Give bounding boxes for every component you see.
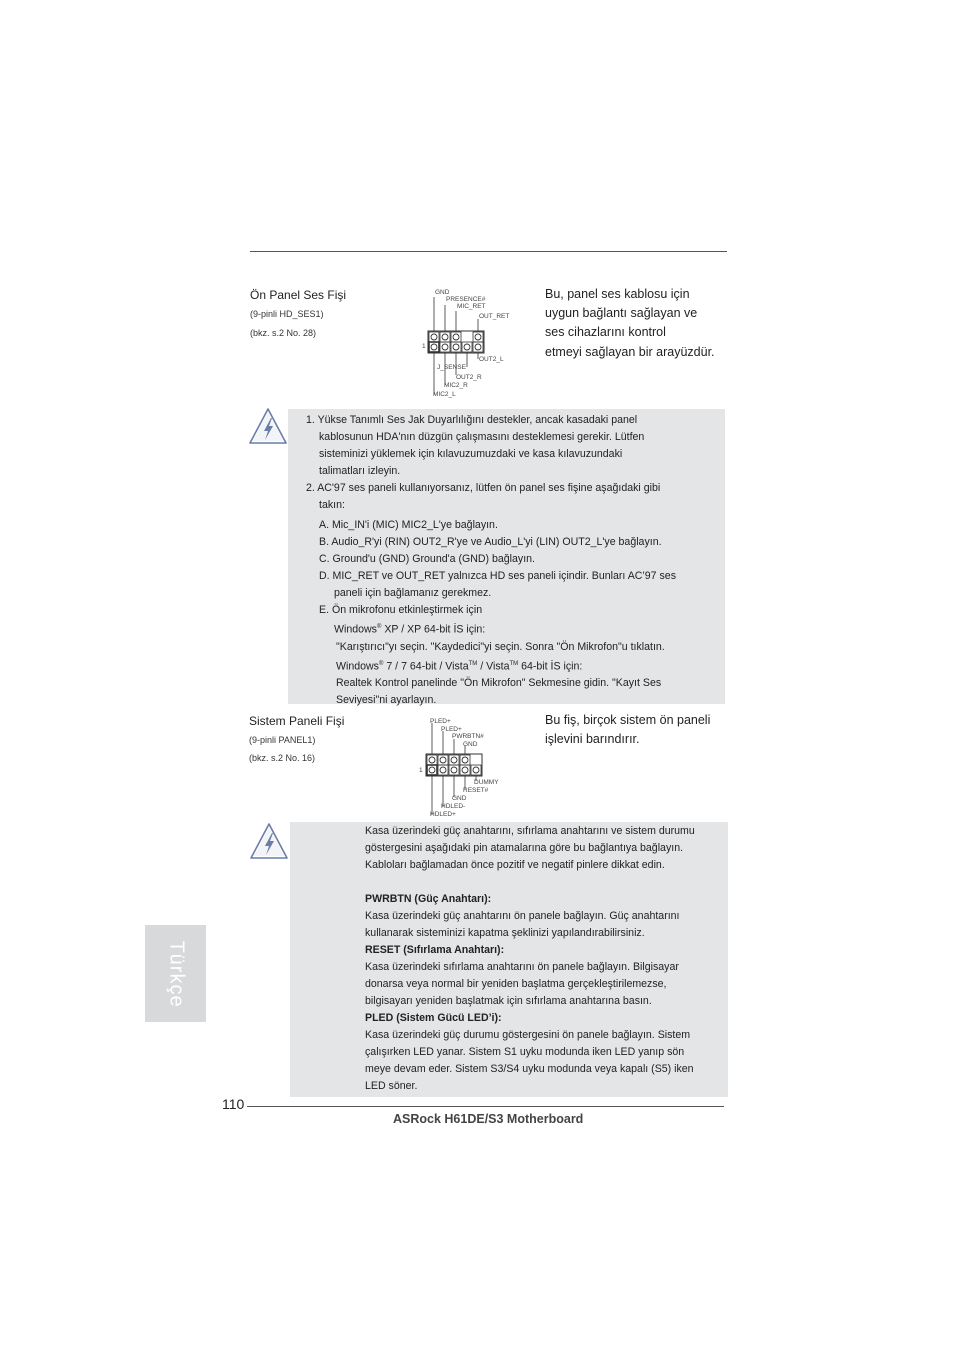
pin-label-hdled-minus: HDLED- [441, 803, 466, 810]
panel-header-ref: (bkz. s.2 No. 16) [249, 753, 316, 763]
note-line: B. Audio_R'yi (RIN) OUT2_R'ye ve Audio_L'yi (LIN) OUT2_L'ye bağlayın. [319, 536, 662, 548]
note-line: Kabloları bağlamadan önce pozitif ve negatif pinlere dikkat edin. [365, 859, 665, 871]
language-side-tab-label: Türkçe [165, 939, 187, 1008]
language-side-tab [145, 925, 206, 1022]
note-heading: RESET (Sıfırlama Anahtarı): [365, 944, 505, 956]
pin-label-one: 1 [422, 343, 426, 350]
note-line: donarsa veya normal bir yeniden başlatma gerçekleştirilemezse, [365, 978, 667, 990]
audio-header-title: Ön Panel Ses Fişi [250, 288, 347, 302]
audio-desc-line: uygun bağlantı sağlayan ve [545, 306, 698, 321]
note-line: E. Ön mikrofonu etkinleştirmek için [319, 604, 483, 616]
note-line: meye devam eder. Sistem S3/S4 uyku modunda veya kapalı (S5) iken [365, 1063, 694, 1075]
audio-desc-line: etmeyi sağlayan bir arayüzdür. [545, 344, 715, 359]
note-line: Kasa üzerindeki güç durumu göstergesini ön panele bağlayın. Sistem [365, 1029, 691, 1041]
pin-label-pled-plus-2: PLED+ [441, 726, 462, 733]
note-line: 2. AC'97 ses paneli kullanıyorsanız, lütfen ön panel ses fişine aşağıdaki gibi [306, 482, 661, 494]
audio-note-text [306, 412, 721, 709]
note-line: Realtek Kontrol panelinde "Ön Mikrofon" Sekmesine gidin. "Kayıt Ses [336, 677, 662, 690]
panel-header-title: Sistem Paneli Fişi [249, 714, 345, 728]
note-heading: PWRBTN (Güç Anahtarı): [365, 893, 492, 905]
top-divider [250, 251, 727, 252]
pin-label-reset: RESET# [463, 787, 489, 794]
caution-icon [249, 821, 289, 861]
note-line: Kasa üzerindeki güç anahtarını, sıfırlama anahtarını ve sistem durumu [365, 825, 695, 837]
panel-note-text [365, 823, 725, 1095]
note-line: "Karıştırıcı"yı seçin. "Kaydedici"yi seçin. Sonra "Ön Mikrofon"u tıklatın. [336, 640, 665, 653]
note-line: göstergesini aşağıdaki pin atamalarına göre bu bağlantıya bağlayın. [365, 842, 684, 854]
note-line: bilgisayarı yeniden başlatmak için sıfırlama anahtarına basın. [365, 995, 652, 1007]
caution-icon [248, 406, 288, 446]
pin-label-dummy: DUMMY [474, 779, 499, 786]
note-line: Seviyesi"ni ayarlayın. [336, 694, 437, 707]
note-line: Windows® 7 / 7 64-bit / Vista™ / Vista™ 64-bit İS için: [336, 660, 583, 673]
pin-label-pled-plus: PLED+ [430, 718, 451, 725]
pin-label-pwrbtn: PWRBTN# [452, 733, 484, 740]
note-line: kullanarak sisteminizi kapatma şeklinizi yapılandırabilirsiniz. [365, 927, 645, 939]
note-line: sisteminizi yüklemek için kılavuzumuzdaki ve kasa kılavuzundaki [319, 448, 623, 460]
note-line: Kasa üzerindeki güç anahtarını ön panele bağlayın. Güç anahtarını [365, 910, 680, 922]
note-line: talimatları izleyin. [319, 465, 401, 477]
pin-label-mic-ret: MIC_RET [457, 303, 486, 310]
note-line: kablosunun HDA'nın düzgün çalışmasını desteklemesi gerekir. Lütfen [319, 431, 645, 443]
pin-label-gnd-top: GND [463, 741, 478, 748]
note-line: paneli için bağlamanız gerekmez. [334, 587, 492, 599]
audio-desc-line: ses cihazlarını kontrol [545, 325, 666, 340]
bottom-divider [247, 1106, 724, 1107]
pin-label-out2-r: OUT2_R [456, 374, 482, 381]
panel-pin-diagram [418, 715, 508, 821]
footer-product-name: ASRock H61DE/S3 Motherboard [393, 1112, 584, 1126]
note-line: Windows® XP / XP 64-bit İS için: [334, 623, 486, 636]
audio-header-ref: (bkz. s.2 No. 28) [250, 328, 317, 338]
audio-desc-line: Bu, panel ses kablosu için [545, 287, 690, 301]
note-heading: PLED (Sistem Gücü LED’i): [365, 1012, 502, 1024]
panel-header-description [545, 711, 730, 749]
pin-label-hdled-plus: HDLED+ [430, 811, 456, 818]
note-line: çalışırken LED yanar. Sistem S1 uyku modunda iken LED yanıp sön [365, 1046, 685, 1058]
note-line: takın: [319, 499, 345, 511]
pin-label-mic2-l: MIC2_L [433, 391, 456, 398]
pin-label-gnd: GND [435, 289, 450, 296]
audio-pin-diagram [420, 287, 540, 402]
audio-header-subtitle: (9-pinli HD_SES1) [250, 309, 324, 319]
pin-label-out2-l: OUT2_L [479, 356, 504, 363]
page-number: 110 [222, 1096, 245, 1112]
pin-label-presence: PRESENCE# [446, 296, 486, 303]
pin-label-mic2-r: MIC2_R [444, 382, 468, 389]
panel-desc-line: Bu fiş, birçok sistem ön paneli [545, 713, 711, 727]
note-line: D. MIC_RET ve OUT_RET yalnızca HD ses paneli içindir. Bunları AC’97 ses [319, 570, 676, 582]
audio-header-description [545, 285, 735, 362]
note-line: C. Ground'u (GND) Ground'a (GND) bağlayın. [319, 553, 535, 565]
panel-desc-line: işlevini barındırır. [545, 732, 640, 747]
panel-header-subtitle: (9-pinli PANEL1) [249, 735, 316, 745]
note-line: Kasa üzerindeki sıfırlama anahtarını ön panele bağlayın. Bilgisayar [365, 961, 679, 973]
pin-label-out-ret: OUT_RET [479, 313, 510, 320]
pin-label-one: 1 [419, 767, 423, 774]
pin-label-j-sense: J_SENSE [437, 364, 466, 371]
note-line: 1. Yükse Tanımlı Ses Jak Duyarlılığını destekler, ancak kasadaki panel [306, 414, 638, 426]
pin-label-gnd-bottom: GND [452, 795, 467, 802]
note-line: LED söner. [365, 1080, 418, 1092]
note-line: A. Mic_IN'i (MIC) MIC2_L'ye bağlayın. [319, 519, 498, 531]
